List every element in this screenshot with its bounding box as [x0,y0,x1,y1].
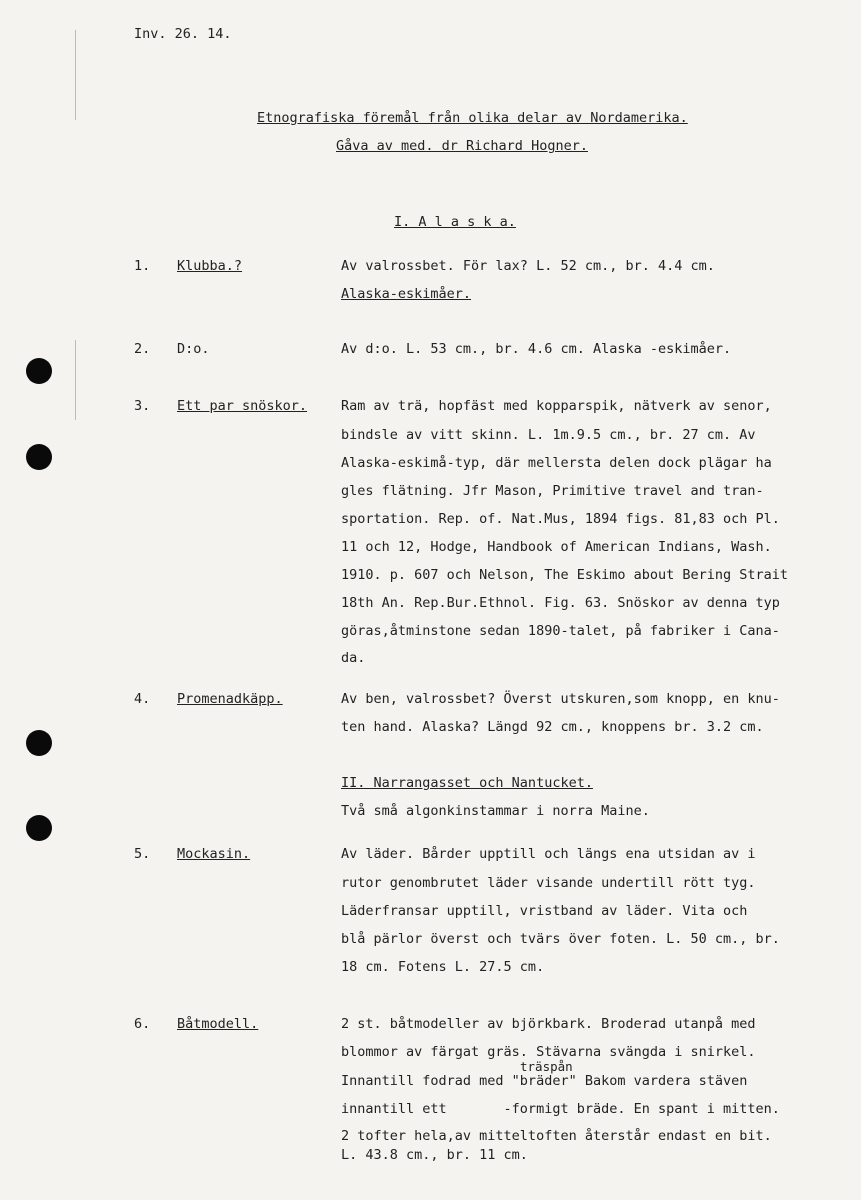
item-desc-line: 11 och 12, Hodge, Handbook of American Indians, Wash. [341,539,772,555]
item-number: 5. [134,846,151,862]
item-number: 1. [134,258,151,274]
section-heading-alaska: I. A l a s k a. [394,214,516,230]
section-heading-narrangasset: II. Narrangasset och Nantucket. [341,775,593,791]
item-desc-line: ten hand. Alaska? Längd 92 cm., knoppens br. 3.2 cm. [341,719,764,735]
item-desc-line: Ram av trä, hopfäst med kopparspik, nätverk av senor, [341,398,772,414]
item-desc-line: Av d:o. L. 53 cm., br. 4.6 cm. Alaska -eskimåer. [341,341,732,357]
item-desc-line: Av ben, valrossbet? Överst utskuren,som knopp, en knu- [341,691,780,707]
item-number: 2. [134,341,151,357]
item-desc-line: sportation. Rep. of. Nat.Mus, 1894 figs. 81,83 och Pl. [341,511,780,527]
document-subtitle: Gåva av med. dr Richard Hogner. [336,138,588,154]
handwritten-insert: träspån [520,1059,573,1074]
item-desc-line: innantill ett -formigt bräde. En spant i mitten. [341,1101,780,1117]
item-desc-line: rutor genombrutet läder visande undertill rött tyg. [341,875,756,891]
item-name: Båtmodell. [177,1016,259,1032]
item-desc-line: Alaska-eskimåer. [341,286,472,302]
item-desc-line: blommor av färgat gräs. Stävarna svängda i snirkel. [341,1044,756,1060]
item-desc-line: Innantill fodrad med "bräder" Bakom vardera stäven [341,1073,748,1089]
binder-hole-1 [26,358,52,384]
item-desc-line: göras,åtminstone sedan 1890-talet, på fabriker i Cana- [341,623,780,639]
item-desc-line: blå pärlor överst och tvärs över foten. L. 50 cm., br. [341,931,780,947]
inventory-number: Inv. 26. 14. [134,26,232,42]
item-desc-line: gles flätning. Jfr Mason, Primitive travel and tran- [341,483,764,499]
document-title: Etnografiska föremål från olika delar av Nordamerika. [257,110,688,126]
item-name: Ett par snöskor. [177,398,308,414]
item-desc-line: da. [341,650,366,666]
item-desc-line: Läderfransar upptill, vristband av läder. Vita och [341,903,748,919]
item-desc-line: 2 st. båtmodeller av björkbark. Broderad utanpå med [341,1016,756,1032]
item-desc-line: 2 tofter hela,av mitteltoften återstår endast en bit. [341,1128,772,1144]
item-desc-line: bindsle av vitt skinn. L. 1m.9.5 cm., br. 27 cm. Av [341,427,756,443]
item-desc-line: Av läder. Bårder upptill och längs ena utsidan av i [341,846,756,862]
item-desc-line: 1910. p. 607 och Nelson, The Eskimo about Bering Strait [341,567,789,583]
section-subheading: Två små algonkinstammar i norra Maine. [341,803,650,819]
binder-hole-3 [26,730,52,756]
item-name: Promenadkäpp. [177,691,283,707]
item-name: Klubba.? [177,258,243,274]
item-number: 4. [134,691,151,707]
binder-hole-2 [26,444,52,470]
item-desc-line: L. 43.8 cm., br. 11 cm. [341,1147,528,1163]
item-desc-line: Av valrossbet. För lax? L. 52 cm., br. 4.4 cm. [341,258,715,274]
margin-mark [75,340,76,420]
item-desc-line: 18th An. Rep.Bur.Ethnol. Fig. 63. Snöskor av denna typ [341,595,780,611]
item-desc-line: 18 cm. Fotens L. 27.5 cm. [341,959,545,975]
binder-hole-4 [26,815,52,841]
item-number: 3. [134,398,151,414]
item-desc-line: Alaska-eskimå-typ, där mellersta delen dock plägar ha [341,455,772,471]
item-name: Mockasin. [177,846,251,862]
item-name: D:o. [177,341,210,357]
margin-mark [75,30,76,120]
item-number: 6. [134,1016,151,1032]
